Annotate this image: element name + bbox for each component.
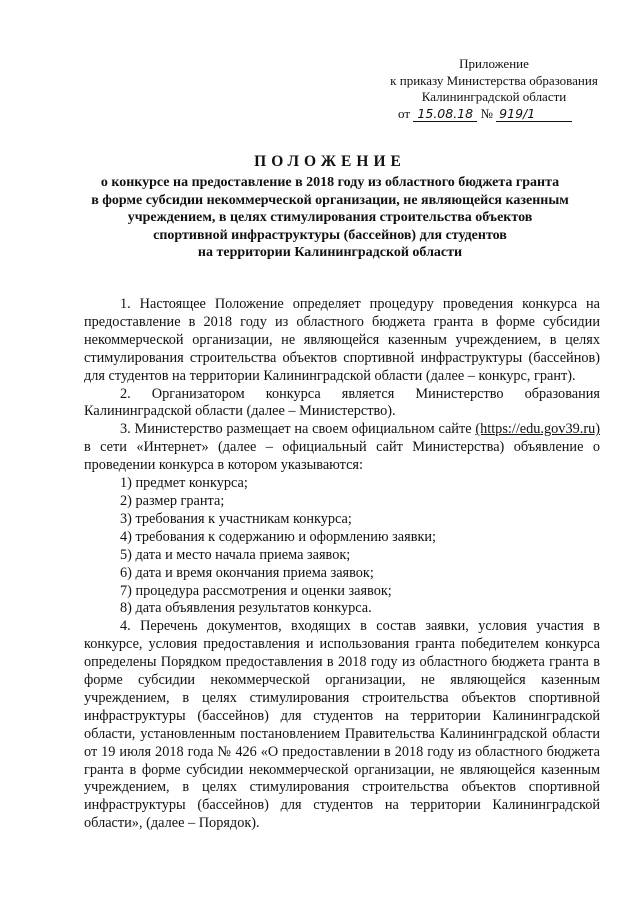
list-item: 5) дата и место начала приема заявок; (120, 546, 351, 563)
list-item: 6) дата и время окончания приема заявок; (120, 564, 374, 581)
list-item: 7) процедура рассмотрения и оценки заявок; (120, 582, 392, 599)
list-item: 1) предмет конкурса; (120, 475, 248, 492)
title-line: учреждением, в целях стимулирования строительства объектов (127, 210, 533, 225)
list-item: 2) размер гранта; (120, 492, 225, 509)
date-prefix: от (398, 105, 411, 121)
title-line: о конкурсе на предоставление в 2018 году из областного бюджета гранта (100, 175, 560, 190)
title-line: на территории Калининградской области (197, 245, 463, 260)
title-heading: ПОЛОЖЕНИЕ (254, 153, 406, 170)
number-sign: № (480, 105, 493, 121)
annex-region: Калининградской области (421, 89, 567, 104)
annex-date-line (384, 106, 604, 123)
document-title (60, 152, 600, 262)
annex-header (384, 56, 604, 122)
title-line: спортивной инфраструктуры (бассейнов) для студентов (153, 227, 507, 243)
paragraph-3 (84, 421, 600, 475)
annex-order-ref: к приказу Министерства образования (390, 72, 598, 88)
list-item: 3) требования к участникам конкурса; (120, 510, 352, 527)
handwritten-number: 919/1 (496, 107, 572, 122)
paragraph-2: 2. Организатором конкурса является Министерство образования Калининградской области (далее – Министерство). (84, 385, 600, 420)
annex-title: Приложение (459, 56, 529, 71)
title-line: в форме субсидии некоммерческой организации, не являющейся казенным (91, 192, 569, 208)
list-item: 8) дата объявления результатов конкурса. (120, 600, 372, 617)
paragraph-3-text-start: 3. Министерство размещает на своем официальном сайте (120, 421, 476, 438)
paragraph-3-text-end: в сети «Интернет» (далее – официальный сайт Министерства) объявление о проведении конкурса в котором указываются: (84, 439, 600, 474)
ministry-website-link[interactable]: (https://edu.gov39.ru) (475, 421, 600, 438)
paragraph-4: 4. Перечень документов, входящих в состав заявки, условия участия в конкурсе, условия предоставления и использования гранта победителем конкурса определены Порядком предоставления в 2018 году из областного бюджета гранта в форме субсидии некоммерческой организации, не являющейся казенным учреждением, в целях стимулирования строительства объектов спортивной инфраструктуры (бассейнов) для студентов на территории Калининградской области, установленным постановлением Правительства Калининградской области от 19 июля 2018 года № 426 «О предоставлении в 2018 году из областного бюджета гранта в форме субсидии некоммерческой организации, не являющейся казенным учреждением, в целях стимулирования строительства объектов спортивной инфраструктуры (бассейнов) для студентов на территории Калининградской области», (далее – Порядок). (84, 618, 600, 832)
list-item: 4) требования к содержанию и оформлению заявки; (120, 528, 437, 545)
paragraph-1: 1. Настоящее Положение определяет процедуру проведения конкурса на предоставление в 2018 году из областного бюджета гранта в форме субсидии некоммерческой организации, не являющейся казенным учреждением, в целях стимулирования строительства объектов спортивной инфраструктуры (бассейнов) для студентов на территории Калининградской области (далее – конкурс, грант). (84, 296, 600, 384)
handwritten-date: 15.08.18 (413, 107, 477, 122)
document-body (84, 296, 600, 833)
